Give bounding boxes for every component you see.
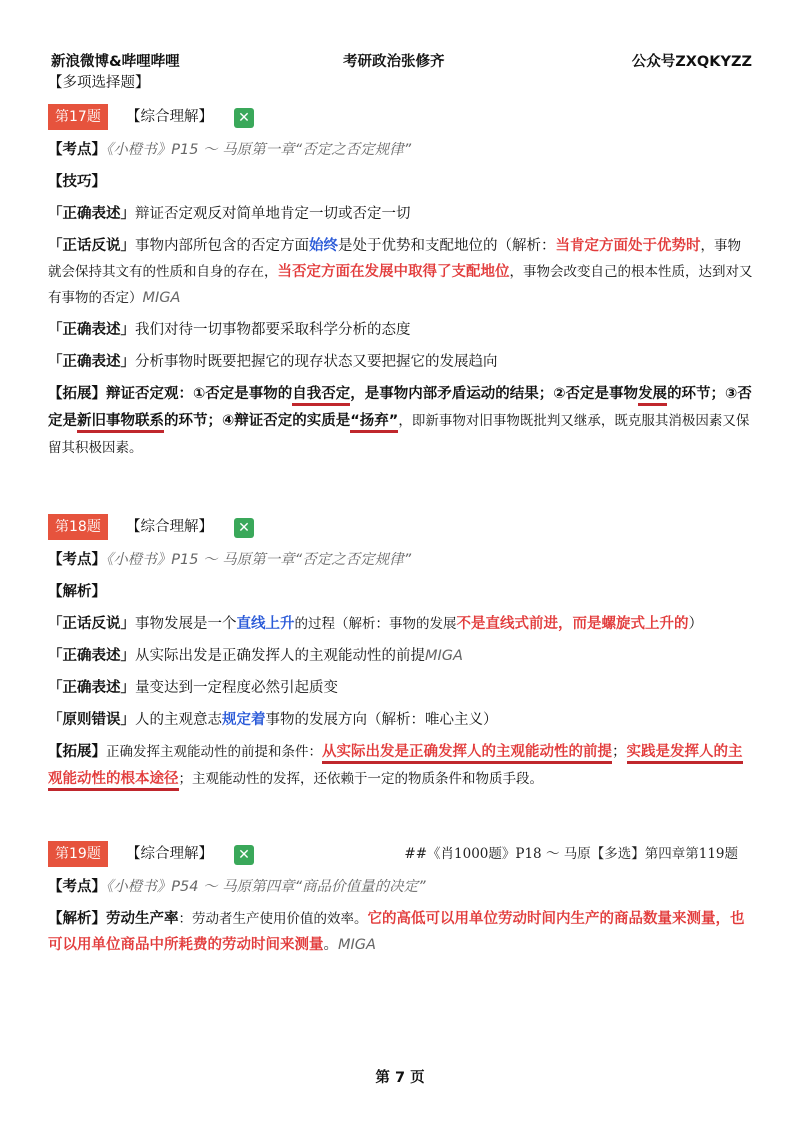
keyword-red: 当否定方面在发展中取得了支配地位 [277,264,510,280]
page-content [48,72,754,964]
statement-tag: 「原则错误」 [48,712,135,728]
extension-label: 【拓展】 [48,744,106,760]
keyword-red: 当肯定方面处于优势时 [555,238,701,254]
q18-line-2 [48,643,754,669]
question-source-ref: ##《肖1000题》P18 ～ 马原【多选】第四章第119题 [404,846,738,862]
statement-text: 。 [323,937,338,953]
q17-jiqiao-label: 【技巧】 [48,174,106,190]
underlined-keyword: 实践是发挥人的主观能动性的根本途径 [48,744,743,791]
jiexi-label: 【解析】 [48,911,106,927]
statement-tag: 「正确表述」 [48,648,135,664]
extension-text: 辩证否定观：①否定是事物的 [106,386,293,402]
statement-tag: 「正话反说」 [48,616,135,632]
q17-line-2 [48,233,754,311]
statement-text: 我们对待一切事物都要采取科学分析的态度 [135,322,411,338]
q18-line-3 [48,675,754,701]
page-header [51,50,752,72]
explanation-text: ：劳动者生产使用价值的效率。 [178,911,368,927]
question-type: 【综合理解】 [126,519,213,535]
kaodian-ref: 《小橙书》P54 ～ 马原第四章“商品价值量的决定” [106,879,426,895]
underlined-keyword: 新旧事物联系 [77,413,164,433]
extension-text: ，即新事物对旧事物既批判又继承，既克服其消极因素又保留其积极因素。 [48,413,750,456]
miga-tag: MIGA [338,937,376,953]
extension-label: 【拓展】 [48,386,106,402]
statement-tag: 「正话反说」 [48,238,135,254]
q18-line-4 [48,707,754,733]
question-number-badge: 第18题 [48,514,108,540]
question-19-header [48,839,754,869]
q18-line-1 [48,611,754,637]
kaodian-ref: 《小橙书》P15 ～ 马原第一章“否定之否定规律” [106,552,412,568]
header-center: 考研政治张修齐 [343,54,445,70]
keyword-blue: 直线上升 [236,616,295,632]
q19-jiexi [48,906,754,958]
header-right: 公众号ZXQKYZZ [631,54,752,70]
question-17-header [48,102,754,132]
q18-kaodian [48,547,754,573]
keyword-blue: 始终 [309,238,338,254]
q17-line-4 [48,349,754,375]
miga-tag: MIGA [142,290,181,306]
keyword-red: 它的高低可以用单位劳动时间内生产的商品数量来测量，也可以用单位商品中所耗费的劳动时间来测量 [48,911,745,953]
statement-text: 事物内部所包含的否定方面 [135,238,309,254]
statement-text: 事物的发展方向（解析：唯心主义） [265,712,498,728]
question-number-badge: 第17题 [48,104,108,130]
kaodian-label: 【考点】 [48,142,106,158]
statement-text: 量变达到一定程度必然引起质变 [135,680,338,696]
extension-text: ； [612,744,627,760]
q17-line-1 [48,201,754,227]
statement-tag: 「正确表述」 [48,680,135,696]
cross-icon: ✕ [234,518,254,538]
explanation-text: ，事物会改变自己的根本性质，达到对又有事物的否定） [48,264,753,306]
statement-text: 人的主观意志 [135,712,222,728]
cross-icon: ✕ [234,108,254,128]
statement-tag: 「正确表述」 [48,322,135,338]
q17-extension [48,381,754,462]
keyword-red: 不是直线式前进，而是螺旋式上升的 [456,616,689,632]
q19-kaodian [48,874,754,900]
explanation-text: 的过程（解析：事物的发展 [294,616,457,632]
extension-text: 的环节；④辩证否定的实质是 [164,413,351,429]
underlined-keyword: 从实际出发是正确发挥人的主观能动性的前提 [322,744,612,764]
question-type: 【综合理解】 [126,846,213,862]
extension-text: ，是事物内部矛盾运动的结果；②否定是事物 [350,386,639,402]
statement-text: 从实际出发是正确发挥人的主观能动性的前提 [135,648,425,664]
header-left: 新浪微博&哔哩哔哩 [51,54,180,70]
kaodian-ref: 《小橙书》P15 ～ 马原第一章“否定之否定规律” [106,142,412,158]
statement-tag: 「正确表述」 [48,206,135,222]
kaodian-label: 【考点】 [48,552,106,568]
q18-extension [48,739,754,793]
q18-jiexi-label: 【解析】 [48,584,106,600]
statement-text: 事物发展是一个 [135,616,237,632]
extension-text: 的环节；③否定是 [48,386,752,429]
statement-text: 辩证否定观反对简单地肯定一切或否定一切 [135,206,411,222]
term: 劳动生产率 [106,911,179,927]
section-label: 【多项选择题】 [48,75,150,91]
statement-tag: 「正确表述」 [48,354,135,370]
statement-text: 是处于优势和支配地位的（解析： [338,238,556,254]
cross-icon: ✕ [234,845,254,865]
underlined-keyword: “扬弃” [350,413,398,433]
keyword-blue: 规定着 [222,712,266,728]
statement-text: 分析事物时既要把握它的现存状态又要把握它的发展趋向 [135,354,498,370]
q17-line-3 [48,317,754,343]
question-number-badge: 第19题 [48,841,108,867]
kaodian-label: 【考点】 [48,879,106,895]
page-number: 第 7 页 [375,1070,425,1086]
miga-tag: MIGA [425,648,463,664]
extension-text: ；主观能动性的发挥，还依赖于一定的物质条件和物质手段。 [178,771,543,787]
underlined-keyword: 发展 [638,386,667,406]
question-type: 【综合理解】 [126,109,213,125]
q17-kaodian [48,137,754,163]
statement-text: ） [688,616,703,632]
question-18-header [48,512,754,542]
extension-text: 正确发挥主观能动性的前提和条件： [106,744,322,760]
explanation-text: ，事物就会保持其文有的性质和自身的存在， [48,238,741,280]
underlined-keyword: 自我否定 [292,386,350,406]
